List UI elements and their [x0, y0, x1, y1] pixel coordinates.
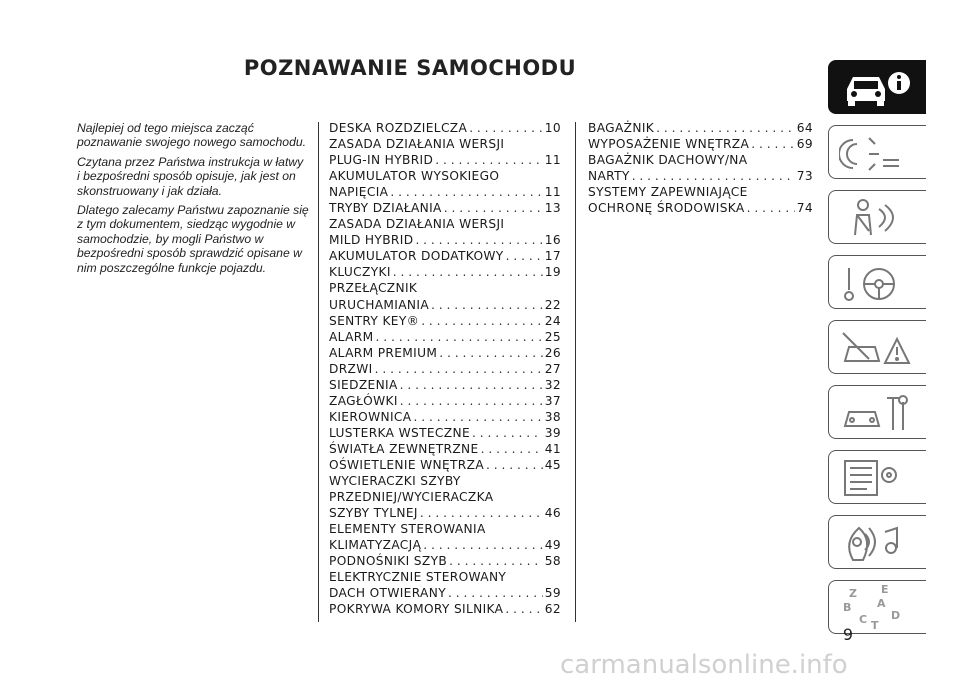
toc-leader-dots	[632, 168, 795, 184]
toc-page-number: 39	[544, 425, 561, 440]
toc-leader-dots	[421, 313, 543, 329]
toc-leader-dots	[420, 505, 543, 521]
toc-leader-dots	[400, 377, 543, 393]
watermark: carmanualsonline.info	[560, 650, 848, 680]
toc-entry-line: PRZEDNIEJ/WYCIERACZKA	[329, 490, 494, 505]
toc-entry-label: ŚWIATŁA ZEWNĘTRZNE	[329, 441, 479, 456]
toc-entry[interactable]	[329, 569, 561, 601]
toc-entry-line: ZASADA DZIAŁANIA WERSJI	[329, 137, 505, 152]
index-letter: D	[891, 609, 901, 622]
toc-entry[interactable]	[329, 441, 561, 457]
toc-page-number: 10	[544, 121, 561, 135]
tab-servicing[interactable]	[828, 385, 926, 439]
toc-entry-last-line	[329, 553, 561, 569]
toc-leader-dots	[469, 120, 543, 136]
toc-entry-last-line	[588, 168, 813, 184]
warning-triangle-icon	[839, 325, 915, 371]
toc-entry[interactable]	[329, 264, 561, 280]
toc-leader-dots	[505, 601, 542, 617]
intro-paragraph: Czytana przez Państwa instrukcja w łatwy i bezpośredni sposób opisuje, jak jest on skonstruowany i jak działa.	[77, 154, 304, 198]
toc-entry-label: POKRYWA KOMORY SILNIKA	[329, 602, 504, 617]
toc-entry[interactable]	[329, 168, 561, 200]
tools-icon	[839, 390, 915, 436]
toc-entry-last-line	[588, 200, 813, 216]
toc-entry-label: LUSTERKA WSTECZNE	[329, 425, 470, 440]
toc-entry-last-line	[329, 377, 561, 393]
specs-gear-icon	[839, 455, 915, 501]
toc-entry-last-line	[329, 184, 561, 200]
toc-entry-label: ALARM	[329, 329, 374, 344]
toc-page-number: 73	[796, 169, 813, 184]
index-letter: A	[877, 597, 886, 610]
toc-entry-last-line	[329, 120, 561, 136]
toc-leader-dots	[375, 329, 542, 345]
toc-page-number: 24	[544, 313, 561, 328]
toc-entry-line: AKUMULATOR WYSOKIEGO	[329, 169, 500, 184]
car-info-icon	[839, 65, 915, 111]
toc-entry-label: OŚWIETLENIE WNĘTRZA	[329, 457, 485, 472]
toc-leader-dots	[435, 152, 543, 168]
toc-entry-label: NAPIĘCIA	[329, 185, 389, 200]
toc-page-number: 74	[796, 201, 813, 216]
intro-paragraph: Dlatego zalecamy Państwu zapoznanie się z tym dokumentem, siedząc wygodnie w samochodzie, by mogli Państwo w bezpośredni sposób sprawdzić opisane w nim poszczególne funkcje pojazdu.	[77, 203, 309, 275]
warning-light-icon	[839, 130, 915, 176]
toc-entry-label: SIEDZENIA	[329, 377, 398, 392]
toc-entry-last-line	[329, 264, 561, 280]
toc-entry-last-line	[329, 457, 561, 473]
toc-entry-last-line	[329, 313, 561, 329]
page-number: 9	[842, 625, 854, 644]
toc-leader-dots	[751, 136, 795, 152]
toc-leader-dots	[375, 361, 543, 377]
toc-entry-last-line	[588, 136, 813, 152]
toc-entry-line: ELEKTRYCZNIE STEROWANY	[329, 570, 507, 585]
toc-page-number: 11	[544, 153, 561, 168]
intro-text	[77, 121, 309, 280]
toc-page-number: 49	[544, 538, 561, 553]
toc-entry[interactable]	[329, 345, 561, 361]
index-letter: T	[871, 619, 879, 631]
tab-multimedia[interactable]	[828, 515, 926, 569]
toc-entry-last-line	[588, 120, 813, 136]
toc-page-number: 37	[544, 393, 561, 408]
page-title: POZNAWANIE SAMOCHODU	[243, 56, 577, 80]
toc-entry[interactable]	[329, 553, 561, 569]
index-letter: E	[881, 585, 889, 596]
toc-leader-dots	[400, 393, 543, 409]
toc-column-2	[588, 120, 813, 216]
toc-leader-dots	[448, 585, 543, 601]
toc-entry[interactable]	[329, 136, 561, 168]
intro-paragraph: Najlepiej od tego miejsca zacząć poznawanie swojego nowego samochodu.	[77, 121, 307, 150]
toc-leader-dots	[439, 345, 543, 361]
toc-entry[interactable]	[329, 200, 561, 216]
toc-entry-last-line	[329, 361, 561, 377]
toc-entry[interactable]	[329, 120, 561, 136]
toc-entry-last-line	[329, 297, 561, 313]
toc-entry-last-line	[329, 537, 561, 553]
toc-page-number: 17	[544, 249, 561, 264]
toc-entry-label: ALARM PREMIUM	[329, 345, 438, 360]
toc-leader-dots	[413, 409, 542, 425]
toc-entry-label: SZYBY TYLNEJ	[329, 506, 418, 521]
toc-entry-label: URUCHAMIANIA	[329, 297, 430, 312]
toc-entry-last-line	[329, 329, 561, 345]
toc-entry[interactable]	[329, 457, 561, 473]
tab-emergency[interactable]	[828, 320, 926, 374]
toc-leader-dots	[747, 200, 795, 216]
toc-entry-label: KLUCZYKI	[329, 265, 391, 280]
toc-leader-dots	[506, 248, 543, 264]
index-letter: C	[859, 613, 868, 626]
tab-starting-driving[interactable]	[828, 255, 926, 309]
toc-entry-last-line	[329, 200, 561, 216]
toc-page-number: 19	[544, 265, 561, 280]
toc-entry[interactable]	[329, 377, 561, 393]
toc-entry-last-line	[329, 345, 561, 361]
toc-entry-last-line	[329, 505, 561, 521]
toc-entry[interactable]	[329, 280, 561, 312]
multimedia-icon	[839, 520, 915, 566]
toc-entry[interactable]	[329, 216, 561, 248]
toc-entry-last-line	[329, 393, 561, 409]
tab-safety[interactable]	[828, 190, 926, 244]
toc-entry-label: NARTY	[588, 169, 630, 184]
toc-leader-dots	[390, 184, 542, 200]
toc-entry[interactable]	[588, 152, 813, 184]
toc-page-number: 26	[544, 345, 561, 360]
tab-warning-lights[interactable]	[828, 125, 926, 179]
toc-entry-label: PLUG-IN HYBRID	[329, 153, 434, 168]
toc-entry-label: OCHRONĘ ŚRODOWISKA	[588, 201, 745, 216]
toc-entry[interactable]	[329, 601, 561, 617]
toc-entry-label: BAGAŻNIK	[588, 121, 655, 135]
toc-entry-label: DRZWI	[329, 361, 373, 376]
toc-leader-dots	[393, 264, 543, 280]
toc-page-number: 13	[544, 201, 561, 216]
toc-entry[interactable]	[329, 313, 561, 329]
toc-entry[interactable]	[329, 473, 561, 521]
toc-entry-line: ZASADA DZIAŁANIA WERSJI	[329, 217, 505, 232]
toc-entry-label: KLIMATYZACJĄ	[329, 538, 422, 553]
toc-page-number: 32	[544, 377, 561, 392]
toc-entry-line: BAGAŻNIK DACHOWY/NA	[588, 153, 748, 168]
toc-column-1	[329, 120, 561, 617]
toc-page-number: 11	[544, 185, 561, 200]
toc-page-number: 45	[544, 457, 561, 472]
toc-entry-label: TRYBY DZIAŁANIA	[329, 201, 442, 216]
toc-page-number: 16	[544, 233, 561, 248]
toc-entry-last-line	[329, 425, 561, 441]
tab-car-info[interactable]	[828, 60, 926, 114]
toc-page-number: 46	[544, 506, 561, 521]
toc-entry[interactable]	[588, 184, 813, 216]
toc-page-number: 25	[544, 329, 561, 344]
column-divider	[575, 122, 576, 622]
toc-leader-dots	[449, 553, 543, 569]
seatbelt-airbag-icon	[839, 195, 915, 241]
toc-entry-label: PODNOŚNIKI SZYB	[329, 554, 448, 569]
toc-leader-dots	[481, 441, 543, 457]
toc-entry-label: SENTRY KEY®	[329, 313, 420, 328]
toc-leader-dots	[415, 232, 542, 248]
toc-page-number: 64	[796, 121, 813, 135]
toc-entry-line: SYSTEMY ZAPEWNIAJĄCE	[588, 185, 748, 200]
toc-leader-dots	[486, 457, 543, 473]
column-divider	[318, 122, 319, 622]
toc-entry-label: MILD HYBRID	[329, 233, 414, 248]
toc-page-number: 22	[544, 297, 561, 312]
toc-entry[interactable]	[329, 409, 561, 425]
toc-entry-label: ZAGŁÓWKI	[329, 393, 398, 408]
toc-entry-label: DESKA ROZDZIELCZA	[329, 121, 468, 135]
index-letter: Z	[849, 587, 857, 600]
toc-entry[interactable]	[588, 136, 813, 152]
toc-leader-dots	[656, 120, 795, 136]
toc-entry-last-line	[329, 232, 561, 248]
toc-entry[interactable]	[329, 521, 561, 553]
toc-entry-last-line	[329, 601, 561, 617]
toc-page-number: 59	[544, 586, 561, 601]
toc-page-number: 27	[544, 361, 561, 376]
tab-technical-data[interactable]	[828, 450, 926, 504]
toc-page-number: 69	[796, 137, 813, 152]
toc-entry-last-line	[329, 409, 561, 425]
toc-page-number: 38	[544, 409, 561, 424]
toc-entry-line: ELEMENTY STEROWANIA	[329, 522, 486, 537]
toc-entry[interactable]	[329, 329, 561, 345]
toc-leader-dots	[472, 425, 543, 441]
toc-entry-label: DACH OTWIERANY	[329, 586, 446, 601]
toc-leader-dots	[423, 537, 542, 553]
toc-entry[interactable]	[588, 120, 813, 136]
toc-entry-line: PRZEŁĄCZNIK	[329, 281, 418, 296]
toc-page-number: 58	[544, 554, 561, 569]
index-letter: B	[843, 601, 852, 614]
toc-entry[interactable]	[329, 393, 561, 409]
toc-entry-label: KIEROWNICA	[329, 409, 412, 424]
toc-entry[interactable]	[329, 248, 561, 264]
toc-entry-label: AKUMULATOR DODATKOWY	[329, 249, 504, 264]
chapter-tabs	[828, 60, 926, 645]
toc-leader-dots	[431, 297, 543, 313]
toc-entry-last-line	[329, 585, 561, 601]
toc-entry-last-line	[329, 441, 561, 457]
toc-entry-line: WYCIERACZKI SZYBY	[329, 474, 461, 489]
toc-leader-dots	[444, 200, 543, 216]
toc-entry[interactable]	[329, 361, 561, 377]
toc-entry-last-line	[329, 152, 561, 168]
toc-entry[interactable]	[329, 425, 561, 441]
toc-entry-label: WYPOSAŻENIE WNĘTRZA	[588, 137, 750, 152]
toc-entry-last-line	[329, 248, 561, 264]
toc-page-number: 62	[544, 602, 561, 617]
steering-wheel-icon	[839, 260, 915, 306]
toc-page-number: 41	[544, 441, 561, 456]
